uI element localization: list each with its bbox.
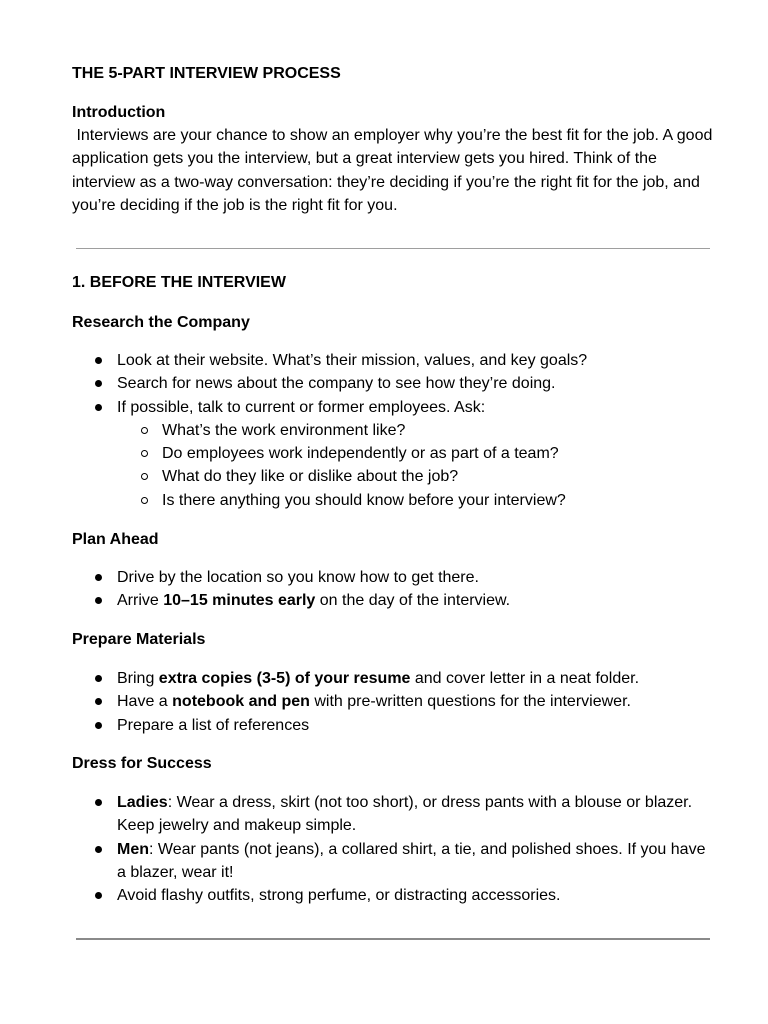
research-heading: Research the Company [72,314,250,331]
document-title: THE 5-PART INTERVIEW PROCESS [72,65,341,82]
list-item: Look at their website. What’s their mission, values, and key goals? [72,349,716,372]
prepare-list [72,667,716,737]
sub-list-item: Do employees work independently or as part of a team? [117,442,716,465]
list-item: Drive by the location so you know how to get there. [72,566,716,589]
circle-bullet-icon [141,497,148,504]
bullet-icon [95,574,102,581]
research-list [72,349,716,512]
bullet-icon [95,892,102,899]
list-item: Have a notebook and pen with pre-written questions for the interviewer. [72,690,716,713]
list-item: Arrive 10–15 minutes early on the day of the interview. [72,589,716,612]
bullet-icon [95,846,102,853]
list-item: Prepare a list of references [72,714,716,737]
plan-list [72,566,716,613]
section-heading: 1. BEFORE THE INTERVIEW [72,274,286,291]
list-item: Ladies: Wear a dress, skirt (not too short), or dress pants with a blouse or blazer. Keep jewelry and makeup simple. [72,791,716,838]
circle-bullet-icon [141,473,148,480]
ask-sublist [117,419,716,512]
sub-list-item: What’s the work environment like? [117,419,716,442]
bullet-icon [95,799,102,806]
intro-heading: Introduction [72,104,166,121]
list-item: If possible, talk to current or former employees. Ask: What’s the work environment like? Do employees work independently or as part of a team? What do they like or dislike about the job? Is there anything you should know before your interview? [72,396,716,512]
circle-bullet-icon [141,450,148,457]
list-item: Bring extra copies (3-5) of your resume and cover letter in a neat folder. [72,667,716,690]
sub-list-item: Is there anything you should know before your interview? [117,489,716,512]
bullet-icon [95,675,102,682]
intro-paragraph: Interviews are your chance to show an employer why you’re the best fit for the job. A good application gets you the interview, but a great interview gets you hired. Think of the interview as a two-way conversation: they’re deciding if you’re the right fit for the job, and you’re deciding if the job is the right fit for you. [72,127,717,214]
dress-heading: Dress for Success [72,755,212,772]
sub-list-item: What do they like or dislike about the job? [117,465,716,488]
prepare-heading: Prepare Materials [72,631,206,648]
bullet-icon [95,380,102,387]
section-divider [76,938,710,940]
list-item: Search for news about the company to see how they’re doing. [72,372,716,395]
plan-heading: Plan Ahead [72,531,159,548]
bullet-icon [95,698,102,705]
bullet-icon [95,597,102,604]
bullet-icon [95,404,102,411]
section-divider [76,248,710,249]
bullet-icon [95,722,102,729]
list-item: Men: Wear pants (not jeans), a collared shirt, a tie, and polished shoes. If you have a blazer, wear it! [72,838,716,885]
list-item: Avoid flashy outfits, strong perfume, or distracting accessories. [72,884,716,907]
circle-bullet-icon [141,427,148,434]
bullet-icon [95,357,102,364]
dress-list [72,791,716,907]
